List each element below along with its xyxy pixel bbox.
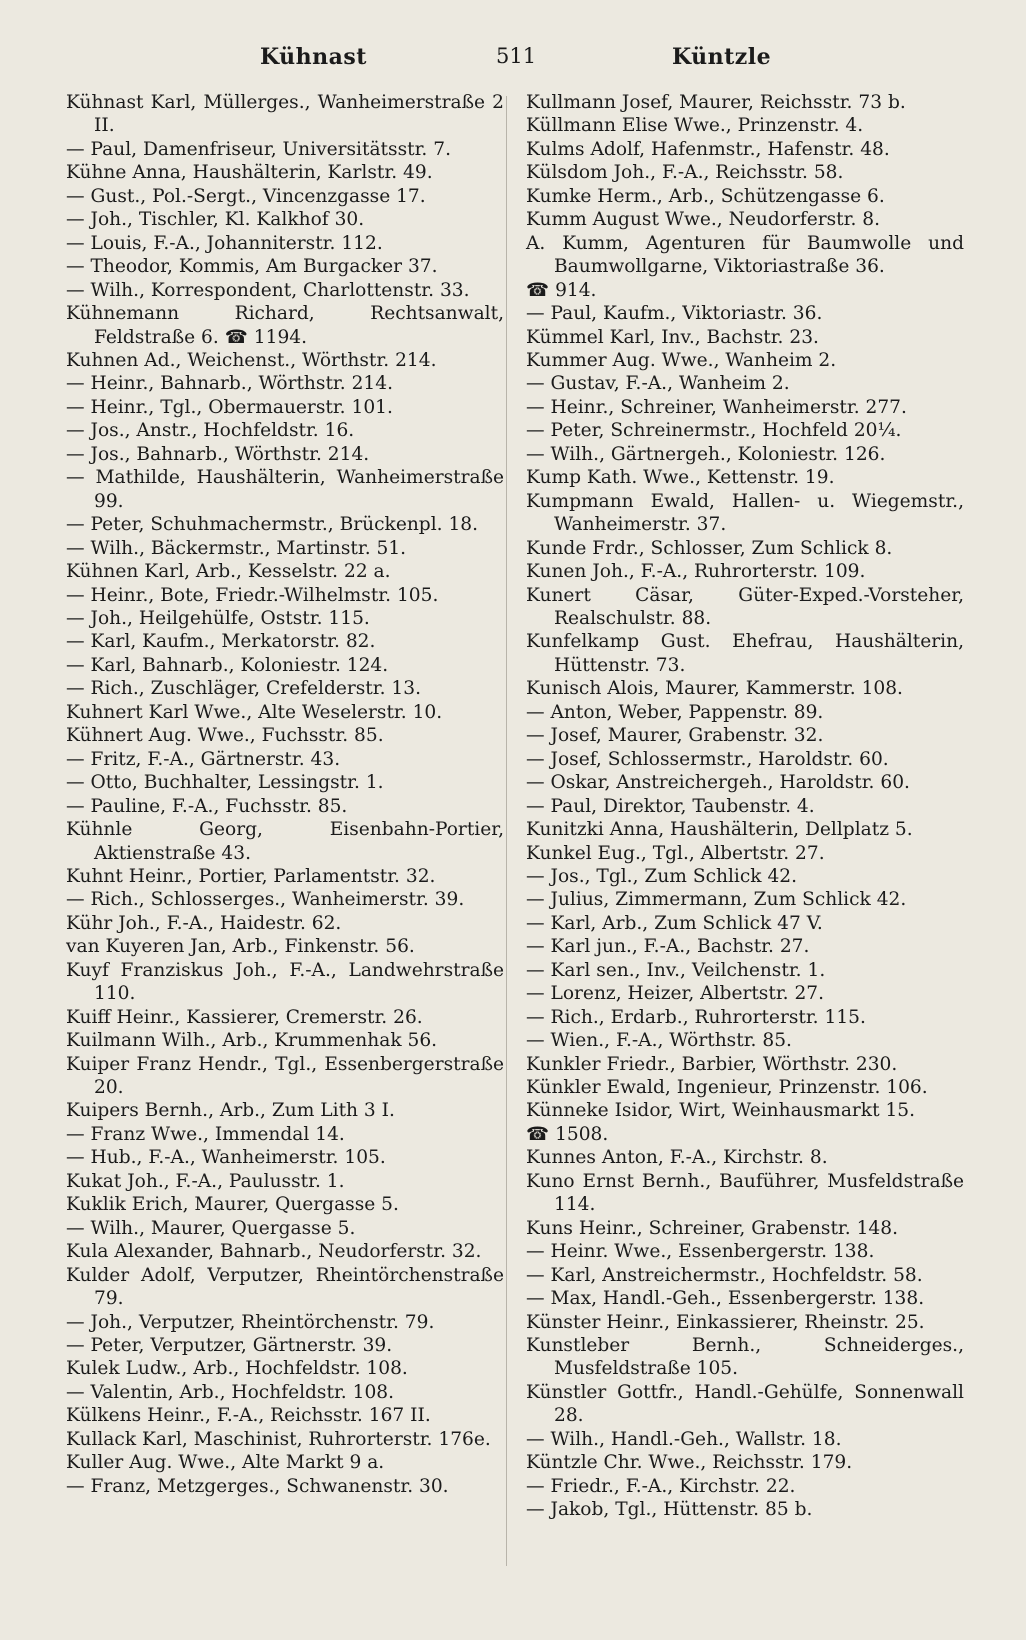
directory-entry: Kühnemann Richard, Rechtsanwalt, Feldstraße 6. ☎ 1194. bbox=[66, 303, 504, 348]
header-left-word: Kühnast bbox=[260, 44, 367, 70]
header-right-word: Küntzle bbox=[672, 44, 772, 70]
directory-entry: — Wilh., Handl.-Geh., Wallstr. 18. bbox=[526, 1428, 842, 1450]
directory-entry: Kunen Joh., F.-A., Ruhrorterstr. 109. bbox=[526, 561, 866, 583]
directory-entry: — Friedr., F.-A., Kirchstr. 22. bbox=[526, 1475, 796, 1497]
directory-entry: van Kuyeren Jan, Arb., Finkenstr. 56. bbox=[66, 936, 415, 958]
directory-entry: Kuns Heinr., Schreiner, Grabenstr. 148. bbox=[526, 1217, 898, 1239]
directory-entry: — Peter, Verputzer, Gärtnerstr. 39. bbox=[66, 1335, 393, 1357]
directory-entry: Kümmel Karl, Inv., Bachstr. 23. bbox=[526, 326, 819, 348]
directory-entry: Kulms Adolf, Hafenmstr., Hafenstr. 48. bbox=[526, 138, 890, 160]
directory-entry: — Jos., Bahnarb., Wörthstr. 214. bbox=[66, 443, 370, 465]
directory-entry: — Peter, Schreinermstr., Hochfeld 20¼. bbox=[526, 420, 902, 442]
directory-entry: — Jakob, Tgl., Hüttenstr. 85 b. bbox=[526, 1499, 813, 1521]
directory-entry: — Gust., Pol.-Sergt., Vincenzgasse 17. bbox=[66, 185, 426, 207]
directory-entry: Kullack Karl, Maschinist, Ruhrorterstr. 176e. bbox=[66, 1428, 491, 1450]
right-column bbox=[526, 91, 964, 1522]
directory-entry: ☎ 1508. bbox=[526, 1123, 609, 1145]
left-column bbox=[66, 91, 504, 1498]
directory-entry: — Paul, Damenfriseur, Universitätsstr. 7. bbox=[66, 138, 451, 160]
directory-entry: — Franz Wwe., Immendal 14. bbox=[66, 1123, 345, 1145]
directory-entry: — Heinr., Bote, Friedr.-Wilhelmstr. 105. bbox=[66, 584, 439, 606]
directory-entry: — Joh., Verputzer, Rheintörchenstr. 79. bbox=[66, 1311, 435, 1333]
directory-entry: — Paul, Direktor, Taubenstr. 4. bbox=[526, 795, 815, 817]
directory-entry: Kuklik Erich, Maurer, Quergasse 5. bbox=[66, 1194, 399, 1216]
directory-entry: Kunkler Friedr., Barbier, Wörthstr. 230. bbox=[526, 1053, 898, 1075]
directory-entry: Kulek Ludw., Arb., Hochfeldstr. 108. bbox=[66, 1358, 408, 1380]
directory-entry: ☎ 914. bbox=[526, 279, 597, 301]
directory-entry: — Joh., Tischler, Kl. Kalkhof 30. bbox=[66, 209, 365, 231]
directory-entry: Kühnert Aug. Wwe., Fuchsstr. 85. bbox=[66, 725, 384, 747]
directory-entry: Kuhnen Ad., Weichenst., Wörthstr. 214. bbox=[66, 349, 437, 371]
directory-entry: — Max, Handl.-Geh., Essenbergerstr. 138. bbox=[526, 1288, 925, 1310]
directory-entry: — Peter, Schuhmachermstr., Brückenpl. 18. bbox=[66, 514, 479, 536]
directory-entry: Kuilmann Wilh., Arb., Krummenhak 56. bbox=[66, 1030, 438, 1052]
directory-entry: — Anton, Weber, Pappenstr. 89. bbox=[526, 701, 824, 723]
directory-entry: Kühr Joh., F.-A., Haidestr. 62. bbox=[66, 912, 342, 934]
directory-entry: — Heinr., Bahnarb., Wörthstr. 214. bbox=[66, 373, 393, 395]
directory-entry: Kunisch Alois, Maurer, Kammerstr. 108. bbox=[526, 678, 903, 700]
directory-entry: Kumke Herm., Arb., Schützengasse 6. bbox=[526, 185, 885, 207]
directory-entry: Kunitzki Anna, Haushälterin, Dellplatz 5. bbox=[526, 819, 913, 841]
directory-entry: — Karl, Kaufm., Merkatorstr. 82. bbox=[66, 631, 376, 653]
directory-entry: — Gustav, F.-A., Wanheim 2. bbox=[526, 373, 790, 395]
directory-entry: — Oskar, Anstreichergeh., Haroldstr. 60. bbox=[526, 772, 910, 794]
directory-entry: Kump Kath. Wwe., Kettenstr. 19. bbox=[526, 467, 835, 489]
directory-entry: — Rich., Zuschläger, Crefelderstr. 13. bbox=[66, 678, 421, 700]
directory-entry: Kuhnert Karl Wwe., Alte Weselerstr. 10. bbox=[66, 701, 443, 723]
directory-entry: — Karl, Bahnarb., Koloniestr. 124. bbox=[66, 654, 389, 676]
directory-entry: Kühnle Georg, Eisenbahn-Portier, Aktienstraße 43. bbox=[66, 819, 504, 864]
directory-entry: — Mathilde, Haushälterin, Wanheimerstraße 99. bbox=[66, 467, 504, 512]
directory-entry: Kühnen Karl, Arb., Kesselstr. 22 a. bbox=[66, 561, 391, 583]
directory-entry: — Theodor, Kommis, Am Burgacker 37. bbox=[66, 256, 438, 278]
directory-entry: — Rich., Schlosserges., Wanheimerstr. 39. bbox=[66, 889, 465, 911]
page-header bbox=[60, 44, 980, 84]
directory-entry: — Louis, F.-A., Johanniterstr. 112. bbox=[66, 232, 383, 254]
directory-entry: — Wilh., Gärtnergeh., Koloniestr. 126. bbox=[526, 443, 886, 465]
directory-entry: — Fritz, F.-A., Gärtnerstr. 43. bbox=[66, 748, 341, 770]
directory-entry: — Wien., F.-A., Wörthstr. 85. bbox=[526, 1030, 792, 1052]
directory-entry: Künstler Gottfr., Handl.-Gehülfe, Sonnenwall 28. bbox=[526, 1381, 964, 1427]
directory-entry: Kumm August Wwe., Neudorferstr. 8. bbox=[526, 209, 881, 231]
directory-entry: Kuyf Franziskus Joh., F.-A., Landwehrstraße 110. bbox=[66, 959, 504, 1005]
directory-entry: Kummer Aug. Wwe., Wanheim 2. bbox=[526, 349, 837, 371]
directory-entry: Kumpmann Ewald, Hallen- u. Wiegemstr., Wanheimerstr. 37. bbox=[526, 490, 964, 536]
directory-entry: Küntzle Chr. Wwe., Reichsstr. 179. bbox=[526, 1452, 853, 1474]
directory-entry: — Karl sen., Inv., Veilchenstr. 1. bbox=[526, 959, 826, 981]
directory-entry: Kukat Joh., F.-A., Paulusstr. 1. bbox=[66, 1170, 345, 1192]
directory-entry: Kunert Cäsar, Güter-Exped.-Vorsteher, Realschulstr. 88. bbox=[526, 584, 964, 629]
directory-entry: — Lorenz, Heizer, Albertstr. 27. bbox=[526, 983, 825, 1005]
directory-entry: Kuiper Franz Hendr., Tgl., Essenbergerstraße 20. bbox=[66, 1053, 504, 1099]
directory-entry: Künster Heinr., Einkassierer, Rheinstr. 25. bbox=[526, 1311, 925, 1333]
directory-entry: Kühne Anna, Haushälterin, Karlstr. 49. bbox=[66, 162, 433, 184]
page-number: 511 bbox=[496, 44, 537, 68]
directory-entry: — Joh., Heilgehülfe, Oststr. 115. bbox=[66, 607, 370, 629]
directory-entry: Kuiff Heinr., Kassierer, Cremerstr. 26. bbox=[66, 1006, 423, 1028]
directory-entry: — Heinr., Tgl., Obermauerstr. 101. bbox=[66, 396, 393, 418]
directory-entry: Kunstleber Bernh., Schneiderges., Musfeldstraße 105. bbox=[526, 1335, 964, 1380]
directory-entry: — Pauline, F.-A., Fuchsstr. 85. bbox=[66, 795, 348, 817]
directory-entry: — Otto, Buchhalter, Lessingstr. 1. bbox=[66, 772, 384, 794]
directory-entry: — Hub., F.-A., Wanheimerstr. 105. bbox=[66, 1147, 386, 1169]
directory-entry: — Franz, Metzgerges., Schwanenstr. 30. bbox=[66, 1475, 449, 1497]
directory-entry: — Josef, Maurer, Grabenstr. 32. bbox=[526, 725, 824, 747]
directory-entry: — Paul, Kaufm., Viktoriastr. 36. bbox=[526, 303, 823, 325]
directory-entry: Kullmann Josef, Maurer, Reichsstr. 73 b. bbox=[526, 92, 906, 113]
directory-entry: — Heinr., Schreiner, Wanheimerstr. 277. bbox=[526, 396, 907, 418]
directory-entry: — Josef, Schlossermstr., Haroldstr. 60. bbox=[526, 748, 889, 770]
directory-entry: — Rich., Erdarb., Ruhrorterstr. 115. bbox=[526, 1006, 866, 1028]
directory-entry: — Karl, Arb., Zum Schlick 47 V. bbox=[526, 912, 823, 934]
directory-entry: Kühnast Karl, Müllerges., Wanheimerstraße 2 II. bbox=[66, 92, 504, 137]
directory-entry: Külkens Heinr., F.-A., Reichsstr. 167 II. bbox=[66, 1405, 431, 1427]
directory-entry: Kuhnt Heinr., Portier, Parlamentstr. 32. bbox=[66, 865, 436, 887]
directory-entry: Kuller Aug. Wwe., Alte Markt 9 a. bbox=[66, 1452, 385, 1474]
directory-entry: Kula Alexander, Bahnarb., Neudorferstr. 32. bbox=[66, 1241, 482, 1263]
directory-entry: — Karl jun., F.-A., Bachstr. 27. bbox=[526, 936, 810, 958]
directory-entry: — Heinr. Wwe., Essenbergerstr. 138. bbox=[526, 1241, 875, 1263]
directory-entry: Künkler Ewald, Ingenieur, Prinzenstr. 106. bbox=[526, 1077, 928, 1099]
directory-entry: — Julius, Zimmermann, Zum Schlick 42. bbox=[526, 889, 907, 911]
directory-entry: A. Kumm, Agenturen für Baumwolle und Baumwollgarne, Viktoriastraße 36. bbox=[526, 232, 964, 278]
directory-entry: — Wilh., Korrespondent, Charlottenstr. 33. bbox=[66, 279, 470, 301]
directory-entry: Kulder Adolf, Verputzer, Rheintörchenstraße 79. bbox=[66, 1264, 504, 1310]
directory-entry: Küllmann Elise Wwe., Prinzenstr. 4. bbox=[526, 115, 864, 137]
directory-entry: — Valentin, Arb., Hochfeldstr. 108. bbox=[66, 1381, 395, 1403]
directory-entry: Kunkel Eug., Tgl., Albertstr. 27. bbox=[526, 842, 825, 864]
directory-entry: — Karl, Anstreichermstr., Hochfeldstr. 58. bbox=[526, 1264, 923, 1286]
directory-entry: — Jos., Tgl., Zum Schlick 42. bbox=[526, 865, 798, 887]
directory-entry: — Jos., Anstr., Hochfeldstr. 16. bbox=[66, 420, 355, 442]
directory-entry: Kunde Frdr., Schlosser, Zum Schlick 8. bbox=[526, 537, 893, 559]
directory-entry: Külsdom Joh., F.-A., Reichsstr. 58. bbox=[526, 162, 844, 184]
directory-entry: — Wilh., Maurer, Quergasse 5. bbox=[66, 1217, 356, 1239]
directory-entry: Künneke Isidor, Wirt, Weinhausmarkt 15. bbox=[526, 1100, 916, 1122]
directory-entry: Kuipers Bernh., Arb., Zum Lith 3 I. bbox=[66, 1100, 395, 1122]
column-divider bbox=[506, 96, 507, 1566]
directory-entry: Kunfelkamp Gust. Ehefrau, Haushälterin, Hüttenstr. 73. bbox=[526, 631, 964, 676]
directory-entry: — Wilh., Bäckermstr., Martinstr. 51. bbox=[66, 537, 407, 559]
directory-entry: Kuno Ernst Bernh., Bauführer, Musfeldstraße 114. bbox=[526, 1170, 964, 1216]
directory-entry: Kunnes Anton, F.-A., Kirchstr. 8. bbox=[526, 1147, 828, 1169]
